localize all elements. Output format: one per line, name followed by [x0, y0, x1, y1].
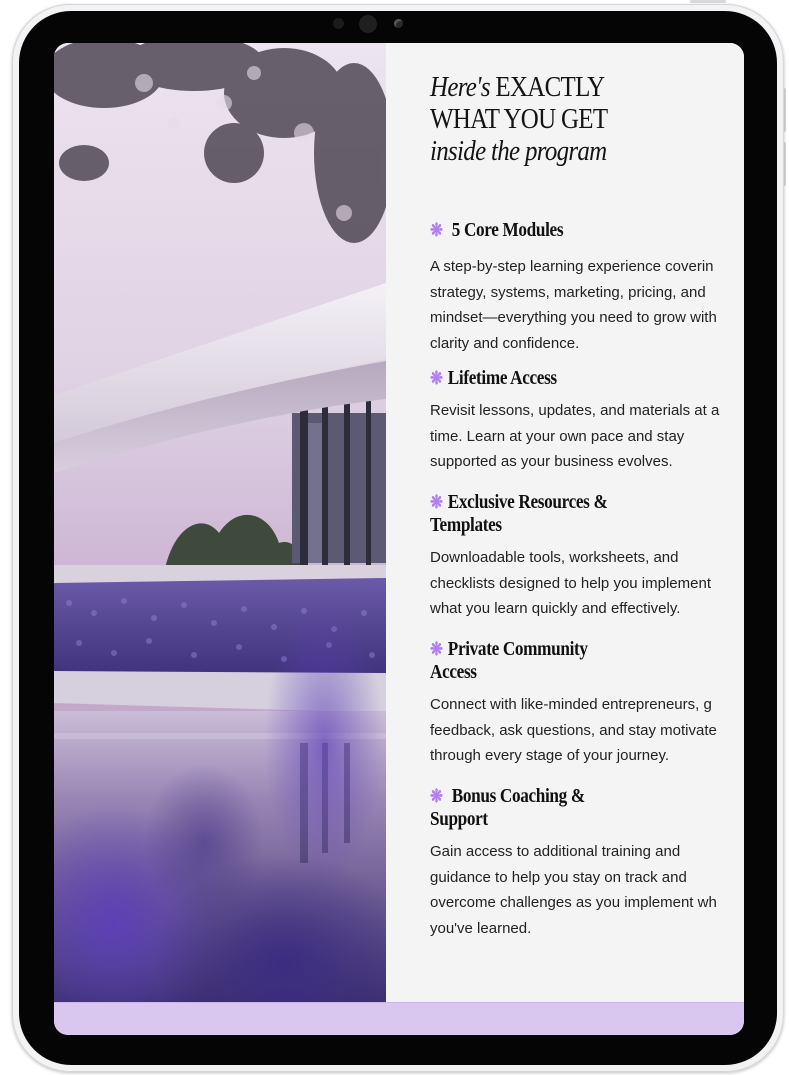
headline-caps-word: EXACTLY: [495, 71, 605, 103]
asterisk-flower-icon: ❋: [430, 368, 443, 388]
feature-description: A step-by-step learning experience coverin strategy, systems, marketing, pricing, and mindset—everything you need to grow with clarity and confidence.: [430, 258, 717, 352]
feature-title-line-2: Access: [430, 661, 477, 683]
feature-description: Downloadable tools, worksheets, and checklists designed to help you implement what you learn quickly and effectively.: [430, 549, 711, 617]
feature-title: 5 Core Modules: [451, 219, 564, 241]
asterisk-flower-icon: ❋: [430, 639, 443, 659]
feature-lifetime-access: [430, 367, 744, 475]
page-title: [430, 71, 607, 167]
feature-private-community: [430, 638, 744, 769]
feature-resources-templates: [430, 491, 744, 622]
feature-core-modules: [430, 219, 744, 356]
program-details-panel: [386, 43, 744, 1003]
light-sensor-icon: [394, 19, 403, 28]
feature-description: Connect with like-minded entrepreneurs, g feedback, ask questions, and stay motivate through every stage of your journey.: [430, 696, 717, 764]
feature-title-line-2: Templates: [430, 514, 502, 536]
headline-line-2: WHAT YOU GET: [430, 103, 608, 135]
feature-description: Revisit lessons, updates, and materials at a time. Learn at your own pace and stay supported as your business evolves.: [430, 402, 720, 470]
feature-title: Exclusive Resources &: [447, 491, 608, 513]
headline-line-3: inside the program: [430, 135, 607, 167]
feature-title: Private Community: [447, 638, 588, 660]
feature-title: Bonus Coaching &: [451, 785, 585, 807]
headline-italic-word: Here's: [430, 71, 490, 103]
feature-title: Lifetime Access: [447, 367, 557, 389]
feature-bonus-coaching: [430, 785, 744, 941]
asterisk-flower-icon: ❋: [430, 220, 443, 240]
asterisk-flower-icon: ❋: [430, 492, 443, 512]
hero-photo-lavender-house: [54, 43, 386, 1003]
front-sensor-icon: [333, 18, 344, 29]
front-camera-icon: [359, 15, 377, 33]
tablet-screen: [54, 43, 744, 1035]
feature-description: Gain access to additional training and guidance to help you stay on track and overcome challenges as you implement wh you've learned.: [430, 843, 717, 937]
asterisk-flower-icon: ❋: [430, 786, 443, 806]
power-button: [690, 0, 726, 3]
feature-title-line-2: Support: [430, 808, 488, 830]
lavender-footer-band: [54, 1003, 744, 1035]
